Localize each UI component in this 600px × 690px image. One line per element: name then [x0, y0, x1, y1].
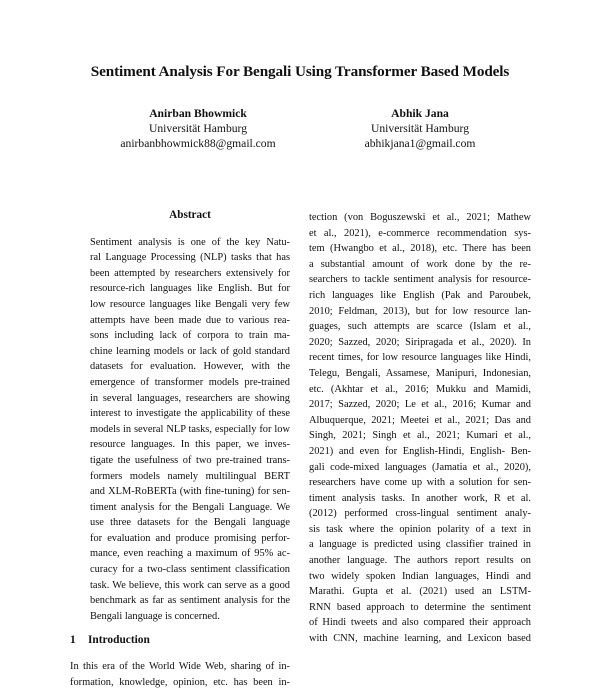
text-line: datasets for evaluation. However, with the	[90, 361, 290, 373]
section-title: Introduction	[88, 634, 150, 647]
abstract-body	[70, 235, 290, 625]
text-line: 2017; Sazzed, 2020; Le et al., 2016; Kumar and	[309, 399, 531, 411]
section-heading-introduction	[70, 633, 290, 649]
author-block	[300, 106, 540, 151]
text-line: 2021) and even for English-Hindi, English- Ben-	[309, 445, 531, 457]
text-line: emergence of transformer models pre-trained	[90, 376, 290, 388]
author-name: Abhik Jana	[391, 107, 449, 120]
introduction-text-right	[309, 210, 531, 647]
text-line: been attempted by researchers extensively for	[90, 267, 290, 279]
text-line: searchers to tackle sentiment analysis for resource-	[309, 274, 531, 286]
text-line: of Hindi tweets and also compared their approach	[309, 617, 531, 629]
paper-title: Sentiment Analysis For Bengali Using Transformer Based Models	[90, 63, 510, 80]
text-line: resource-rich languages like English. But for	[90, 283, 290, 295]
text-line: etc. (Akhtar et al., 2016; Mukku and Mamidi,	[309, 383, 531, 395]
text-line: tem (Hwangbo et al., 2018), etc. There has been	[309, 243, 531, 255]
text-line: Sentiment analysis is one of the key Natu-	[90, 236, 290, 248]
left-column	[70, 208, 290, 690]
text-line: attempts have been made due to various rea-	[90, 314, 290, 326]
author-affiliation: Universität Hamburg	[149, 122, 247, 135]
text-line: Singh, 2021; Singh et al., 2021; Kumari et al.,	[309, 430, 531, 442]
text-line: chine learning models or lack of gold standard	[90, 345, 290, 357]
text-line: Marathi. Gupta et al. (2021) used an LSTM-	[309, 586, 531, 598]
introduction-text-left	[70, 659, 290, 690]
author-affiliation: Universität Hamburg	[371, 122, 469, 135]
text-line: for evaluation and produce promising perfor-	[90, 532, 290, 544]
text-line: use three datasets for the Bengali language	[90, 517, 290, 529]
author-email: anirbanbhowmick88@gmail.com	[120, 137, 276, 150]
text-line: rich languages like English (Pak and Paroubek,	[309, 289, 531, 301]
text-line: formation, knowledge, opinion, etc. has been in-	[70, 676, 290, 688]
text-line: resource languages. In this paper, we inves-	[90, 439, 290, 451]
author-block	[78, 106, 318, 151]
text-line: task. We believe, this work can serve as a good	[90, 579, 290, 591]
text-line: with CNN, machine learning, and Lexicon based	[309, 633, 531, 645]
text-line: (2012) performed cross-lingual sentiment analy-	[309, 508, 531, 520]
text-line: In this era of the World Wide Web, sharing of in-	[70, 661, 290, 673]
text-line: formers models namely multilingual BERT	[90, 470, 290, 482]
text-line: 2010; Feldman, 2013), but for low resource lan-	[309, 305, 531, 317]
text-line: RNN based approach to determine the sentiment	[309, 601, 531, 613]
text-line: et al., 2021), e-commerce recommendation sys-	[309, 227, 531, 239]
text-line: tection (von Boguszewski et al., 2021; Mathew	[309, 212, 531, 223]
text-line: recent times, for low resource languages like Hindi,	[309, 352, 531, 364]
text-line: timent analysis tasks. In another work, R et al.	[309, 492, 531, 504]
text-line: 2020; Sazzed, 2020; Siripragada et al., 2020). In	[309, 336, 531, 348]
text-line: tigate the usefulness of two pre-trained trans-	[90, 454, 290, 466]
text-line: sons including lack of corpora to train ma-	[90, 330, 290, 342]
text-line: ral Language Processing (NLP) tasks that has	[90, 252, 290, 264]
author-email: abhikjana1@gmail.com	[364, 137, 476, 150]
text-line: guages, such attempts are scarce (Islam et al.,	[309, 321, 531, 333]
text-line: a language is predicted using classifier trained in	[309, 539, 531, 551]
text-line: curacy for a two-class sentiment classification	[90, 564, 290, 576]
text-line: two widely spoken Indian languages, Hindi and	[309, 570, 531, 582]
text-line: mance, even reaching a maximum of 95% ac-	[90, 548, 290, 560]
text-line: another language. The authors report results on	[309, 555, 531, 567]
text-line: Bengali language is concerned.	[90, 610, 220, 622]
author-name: Anirban Bhowmick	[149, 107, 247, 120]
right-column	[309, 210, 531, 647]
text-line: timent analysis for the Bengali Language. We	[90, 501, 290, 513]
text-line: Albuquerque, 2021; Meetei et al., 2021; Das and	[309, 414, 531, 426]
text-line: benchmark as far as sentiment analysis for the	[90, 595, 290, 607]
text-line: a substantial amount of work done by the re-	[309, 258, 531, 270]
text-line: interest to investigate the applicability of these	[90, 408, 290, 420]
text-line: and XLM-RoBERTa (with fine-tuning) for sen-	[90, 486, 290, 498]
text-line: in several languages, researchers are showing	[90, 392, 290, 404]
section-number: 1	[70, 634, 76, 647]
abstract-heading: Abstract	[169, 209, 211, 221]
text-line: low resource languages like Bengali very few	[90, 298, 290, 310]
text-line: Telegu, Bengali, Assamese, Manipuri, Indonesian,	[309, 367, 531, 379]
text-line: sis task where the opinion polarity of a text in	[309, 523, 531, 535]
text-line: models in several NLP tasks, especially for low	[90, 423, 290, 435]
text-line: researchers have come up with a solution for sen-	[309, 477, 531, 489]
text-line: gali code-mixed languages (Jamatia et al., 2020),	[309, 461, 531, 473]
